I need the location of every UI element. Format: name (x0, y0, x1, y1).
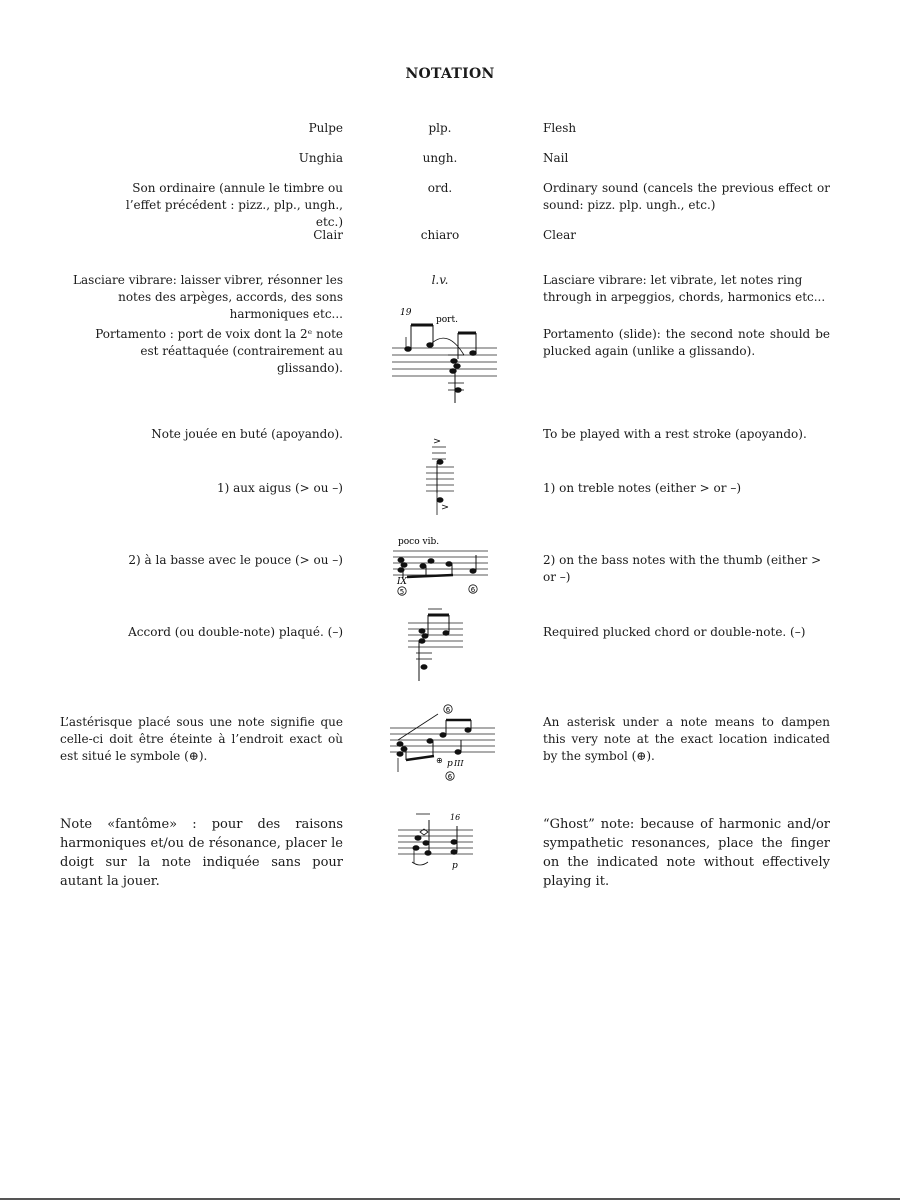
term-en-asterisk: An asterisk under a note means to dampen this very note at the exact location indicated by the symbol (⊕). (543, 715, 830, 763)
term-en-portamento: Portamento (slide): the second note should be plucked again (unlike a glissando). (543, 327, 830, 358)
string-6-circle: 6 (470, 586, 476, 594)
term-en-lv: Lasciare vibrare: let vibrate, let notes ring through in arpeggios, chords, harmonics etc... (543, 273, 826, 304)
asterisk-string-top: 6 (445, 706, 451, 714)
term-fr-clair: Clair (313, 228, 343, 242)
abbr-ungh: ungh. (422, 151, 458, 165)
fig-number-19: 19 (400, 308, 412, 318)
abbr-ord: ord. (427, 181, 453, 195)
term-fr-pulpe: Pulpe (308, 121, 343, 135)
asterisk-roman: III (454, 759, 464, 768)
abbr-chiaro: chiaro (420, 228, 460, 242)
term-en-treble: 1) on treble notes (either > or –) (543, 481, 741, 495)
abbr-plp: plp. (428, 121, 452, 135)
asterisk-dyn-p: p (447, 759, 453, 769)
treble-accent-figure (420, 435, 460, 520)
plucked-chord-figure (408, 603, 468, 683)
ghost-dyn-p: p (452, 861, 458, 871)
roman-ix: IX (397, 577, 407, 587)
term-fr-lv: Lasciare vibrare: laisser vibrer, résonner les notes des arpèges, accords, des sons harmoniques etc... (73, 273, 343, 321)
term-en-flesh: Flesh (543, 121, 577, 135)
ghost-number-16: 16 (450, 813, 461, 822)
term-fr-apoyando: Note jouée en buté (apoyando). (151, 427, 343, 441)
asterisk-symbol-icon: ⊕ (436, 756, 443, 765)
term-en-apoyando: To be played with a rest stroke (apoyando). (543, 427, 807, 441)
term-fr-ordinaire: Son ordinaire (annule le timbre ou l’effet précédent : pizz., plp., ungh., etc.) (125, 181, 343, 229)
port-label: port. (436, 315, 458, 325)
ghost-note-figure (398, 808, 478, 873)
page-title: NOTATION (405, 66, 495, 82)
poco-vib-label: poco vib. (398, 537, 440, 547)
portamento-notation-figure (392, 303, 502, 408)
abbr-lv: l.v. (431, 273, 449, 287)
term-fr-chord: Accord (ou double-note) plaqué. (–) (128, 625, 343, 639)
asterisk-string-bottom: 6 (447, 773, 453, 781)
term-fr-unghia: Unghia (298, 151, 343, 165)
term-en-chord: Required plucked chord or double-note. (–) (543, 625, 806, 639)
term-en-ghost: “Ghost” note: because of harmonic and/or sympathetic resonances, place the finger on the indicated note without effectively playing it. (543, 817, 830, 889)
term-en-bass: 2) on the bass notes with the thumb (either > or –) (543, 553, 822, 584)
term-en-nail: Nail (543, 151, 569, 165)
term-fr-treble: 1) aux aigus (> ou –) (217, 481, 343, 495)
term-fr-ghost: Note «fantôme» : pour des raisons harmoniques et/ou de résonance, placer le doigt sur la note indiquée sans pour autant la jouer. (60, 817, 343, 889)
string-5-circle: 5 (399, 588, 405, 596)
term-en-ordinary: Ordinary sound (cancels the previous effect or sound: pizz. plp. ungh., etc.) (543, 181, 830, 212)
asterisk-damp-figure (390, 700, 500, 785)
term-fr-asterisk: L’astérisque placé sous une note signifie que celle-ci doit être éteinte à l’endroit exact où est situé le symbole (⊕). (60, 715, 343, 763)
bass-thumb-figure (393, 533, 493, 598)
term-fr-portamento: Portamento : port de voix dont la 2ᵉ note est réattaquée (contrairement au glissando). (95, 327, 343, 375)
term-en-clear: Clear (543, 228, 577, 242)
term-fr-bass: 2) à la basse avec le pouce (> ou –) (128, 553, 343, 567)
